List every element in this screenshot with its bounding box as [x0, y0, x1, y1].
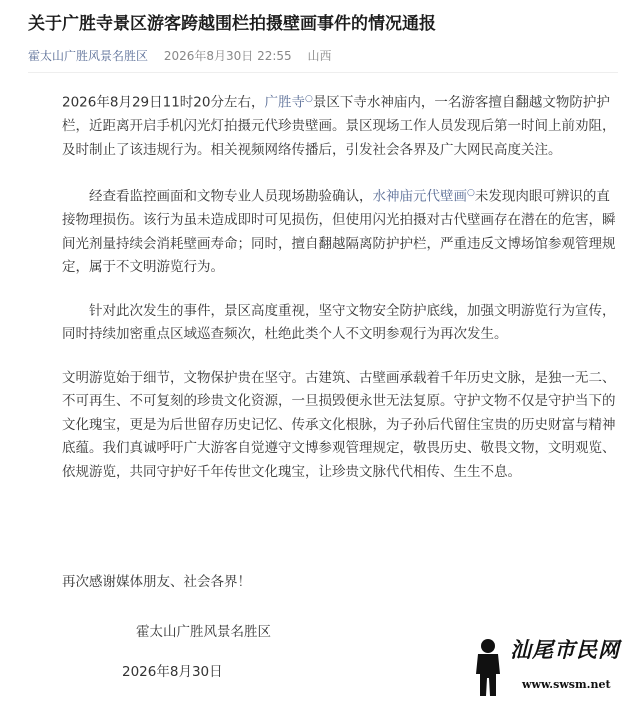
- closing-thanks: 再次感谢媒体朋友、社会各界！: [62, 574, 251, 590]
- article-body: [62, 88, 618, 504]
- paragraph-1-text-a: 2026年8月29日11时20分左右，: [62, 94, 265, 111]
- paragraph-1: [62, 88, 618, 162]
- paragraph-1-text-b: 景区下寺水神庙内，一名游客擅自翻越文物防护护栏，近距离开启手机闪光灯拍摄元代珍贵壁画。景区现场工作人员发现后第一时间上前劝阻，及时制止了该违规行为。相关视频网络传播后，引发社会各界及广大网民高度关注。: [62, 94, 616, 158]
- paragraph-2-text-a: 经查看监控画面和文物专业人员现场勘验确认，: [89, 188, 373, 205]
- publish-datetime: 2026年8月30日 22:55: [163, 49, 292, 63]
- source-account-link[interactable]: 霍太山广胜风景名胜区: [28, 49, 149, 63]
- paragraph-3: 针对此次发生的事件，景区高度重视，坚守文物安全防护底线，加强文明游览行为宣传，同时持续加密重点区域巡查频次，杜绝此类个人不文明参观行为再次发生。: [62, 302, 616, 342]
- article-meta: [28, 47, 332, 64]
- header-divider: [28, 72, 618, 73]
- watermark-url: www.swsm.net: [522, 678, 611, 691]
- keyword-link-mural[interactable]: 水神庙元代壁画: [372, 188, 467, 205]
- article-title: 关于广胜寺景区游客跨越围栏拍摄壁画事件的情况通报: [28, 14, 436, 34]
- paragraph-2: [62, 182, 618, 280]
- paragraph-2-text-b: 未发现肉眼可辨识的直接物理损伤。该行为虽未造成即时可见损伤，但使用闪光拍摄对古代壁画存在潜在的危害，瞬间光剂量持续会消耗壁画寿命；同时，擅自翻越隔离防护护栏，严重违反文博场馆参观管理规定，属于不文明游览行为。: [62, 188, 616, 275]
- search-marker-icon: ○: [304, 94, 313, 104]
- watermark-site-name: 汕尾市民网: [510, 637, 620, 662]
- signature-date: 2026年8月30日: [122, 664, 223, 680]
- paragraph-4: 文明游览始于细节，文物保护贵在坚守。古建筑、古壁画承载着千年历史文脉，是独一无二、不可再生、不可复刻的珍贵文化资源，一旦损毁便永世无法复原。守护文物不仅是守护当下的文化瑰宝，更是为后世留存历史记忆、传承文化根脉，为子孙后代留住宝贵的历史财富与精神底蕴。我们真诚呼吁广大游客自觉遵守文博参观管理规定，敬畏历史、敬畏文物，文明观览、依规游览，共同守护好千年传世文化瑰宝，让珍贵文脉代代相传、生生不息。: [62, 369, 616, 480]
- keyword-link-guangsheng-temple[interactable]: 广胜寺: [264, 94, 305, 111]
- search-marker-icon: ○: [467, 188, 475, 198]
- publish-location: 山西: [307, 49, 332, 63]
- signature-org: 霍太山广胜风景名胜区: [136, 624, 271, 640]
